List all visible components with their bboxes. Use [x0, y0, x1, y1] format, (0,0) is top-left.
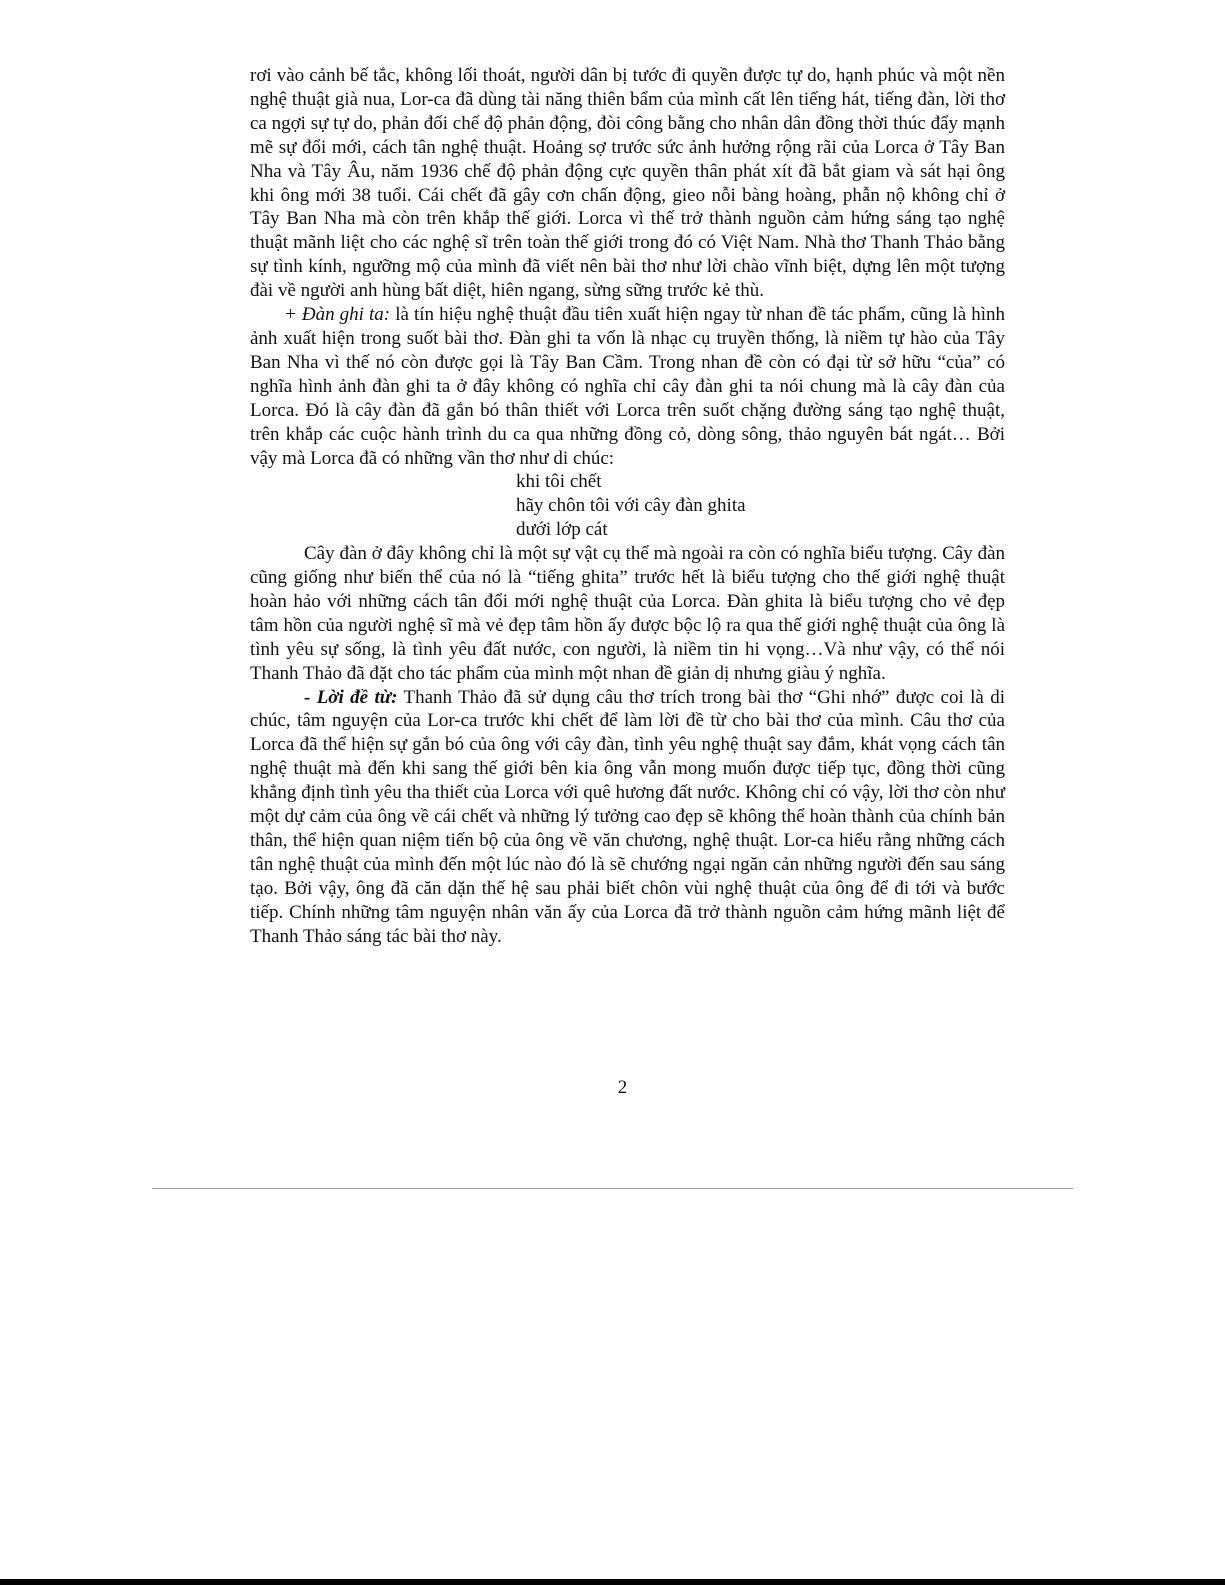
- paragraph-lead-loi-de-tu: - Lời đề từ:: [304, 686, 398, 708]
- page-number: 2: [617, 1077, 628, 1098]
- poem-line: khi tôi chết: [516, 471, 602, 493]
- bottom-edge-bar: [0, 1579, 1225, 1585]
- paragraph-context-lorca: rơi vào cảnh bế tắc, không lối thoát, người dân bị tước đi quyền được tự do, hạnh phúc và một nền nghệ thuật già nua, Lor-ca đã dùng tài năng thiên bẩm của mình cất lên tiếng hát, tiếng đàn, lời thơ ca ngợi sự tự do, phản đối chế độ phản động, đòi công bằng cho nhân dân đồng thời thúc đẩy mạnh mẽ sự đổi mới, cách tân nghệ thuật. Hoảng sợ trước sức ảnh hưởng rộng rãi của Lorca ở Tây Ban Nha và Tây Âu, năm 1936 chế độ phản động cực quyền thân phát xít đã bắt giam và sát hại ông khi ông mới 38 tuổi. Cái chết đã gây cơn chấn động, gieo nỗi bàng hoàng, phẫn nộ không chỉ ở Tây Ban Nha mà còn trên khắp thế giới. Lorca vì thế trở thành nguồn cảm hứng sáng tạo nghệ thuật mãnh liệt cho các nghệ sĩ trên toàn thế giới trong đó có Việt Nam. Nhà thơ Thanh Thảo bằng sự tình kính, ngưỡng mộ của mình đã viết nên bài thơ như lời chào vĩnh biệt, dựng lên một tượng đài về người anh hùng bất diệt, hiên ngang, sừng sững trước kẻ thù.: [250, 65, 1005, 302]
- poem-line: hãy chôn tôi với cây đàn ghita: [516, 495, 746, 517]
- poem-line: dưới lớp cát: [516, 519, 608, 541]
- paragraph-lead-dan-ghi-ta: + Đàn ghi ta:: [284, 304, 391, 326]
- paragraph-loi-de-tu: [250, 686, 1005, 949]
- page-divider: [152, 1188, 1073, 1189]
- paragraph-body-loi-de-tu: Thanh Thảo đã sử dụng câu thơ trích trong bài thơ “Ghi nhớ” được coi là di chúc, tâm nguyện của Lor-ca trước khi chết để làm lời đề từ cho bài thơ của mình. Câu thơ của Lorca đã thể hiện sự gắn bó của ông với cây đàn, tình yêu nghệ thuật say đắm, khát vọng cách tân nghệ thuật mà đến khi sang thế giới bên kia ông vẫn mong muốn được tiếp tục, đồng thời cũng khẳng định tình yêu tha thiết của Lorca với quê hương đất nước. Không chỉ có vậy, lời thơ còn như một dự cảm của ông về cái chết và những lý tưởng cao đẹp sẽ không thể hoàn thành của chính bản thân, thể hiện quan niệm tiến bộ của ông về văn chương, nghệ thuật. Lor-ca hiểu rằng những cách tân nghệ thuật của mình đến một lúc nào đó là sẽ chướng ngại ngăn cản những người đến sau sáng tạo. Bởi vậy, ông đã căn dặn thế hệ sau phải biết chôn vùi nghệ thuật của ông để đi tới và bước tiếp. Chính những tâm nguyện nhân văn ấy của Lorca đã trở thành nguồn cảm hứng mãnh liệt để Thanh Thảo sáng tác bài thơ này.: [250, 686, 1005, 947]
- paragraph-dan-ghi-ta: [250, 303, 1005, 470]
- paragraph-body-dan-ghi-ta: là tín hiệu nghệ thuật đầu tiên xuất hiện ngay từ nhan đề tác phẩm, cũng là hình ảnh xuất hiện trong suốt bài thơ. Đàn ghi ta vốn là nhạc cụ truyền thống, là niềm tự hào của Tây Ban Nha vì thế nó còn được gọi là Tây Ban Cầm. Trong nhan đề còn có đại từ sở hữu “của” có nghĩa hình ảnh đàn ghi ta ở đây không có nghĩa chỉ cây đàn ghi ta nói chung mà là cây đàn của Lorca. Đó là cây đàn đã gắn bó thân thiết với Lorca trên suốt chặng đường sáng tạo nghệ thuật, trên khắp các cuộc hành trình du ca qua những đồng cỏ, dòng sông, thảo nguyên bát ngát… Bởi vậy mà Lorca đã có những vần thơ như di chúc:: [250, 304, 1005, 469]
- paragraph-symbolism: Cây đàn ở đây không chỉ là một sự vật cụ thể mà ngoài ra còn có nghĩa biểu tượng. Cây đàn cũng giống như biến thể của nó là “tiếng ghita” trước hết là biểu tượng cho thế giới nghệ thuật hoàn hảo với những cách tân đổi mới nghệ thuật của Lorca. Đàn ghita là biểu tượng cho vẻ đẹp tâm hồn của người nghệ sĩ mà vẻ đẹp tâm hồn ấy được bộc lộ ra qua thế giới nghệ thuật của ông là tình yêu sự sống, là tình yêu đất nước, con người, là niềm tin hi vọng…Và như vậy, có thể nói Thanh Thảo đã đặt cho tác phẩm của mình một nhan đề giản dị nhưng giàu ý nghĩa.: [250, 543, 1005, 684]
- page-body: [250, 64, 1005, 949]
- poem-quote: [516, 470, 1005, 542]
